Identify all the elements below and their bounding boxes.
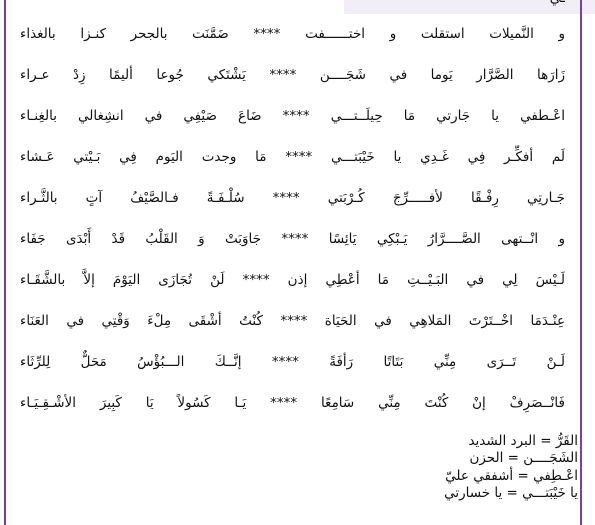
poem-verse: لَـيْسَ لِي في البَـيْــتِ مَا أعْطِي إذن **** لَنْ تُجَازَى اليَوْمَ إلاَّ بالشَّقَـاء	[20, 272, 565, 288]
partial-verse	[20, 0, 565, 10]
glossary-item: الشَجَــــن = الحزن	[469, 450, 578, 467]
poem-verse: فَانْــصَرِفْ إنْ كُنْتَ مِنِّي سَامِعًا **** يَـا كَسُولاً يَا كَبِيرَ الأشْـقِـيَـاء	[20, 395, 565, 411]
poem-verse: لَـنْ تَــرَى مِنِّي بَتَاتًا رَأفَةً **** إنَّــكَ الـــبُؤْسُ مَحَلٌّ لِلرِّثَاء	[20, 354, 565, 370]
poem-verse: زَارَها الصَّرَّار يَوما في شَجَــــن **** يَشْتَكي جُوعا أليمًا زِدْ عـراء	[20, 67, 565, 83]
glossary-item: يا خَيْبَتـــي = يا خسارتي	[444, 484, 578, 501]
glossary	[378, 433, 578, 502]
glossary-item: اعْـطِفي = أشفقي عليّ	[445, 467, 578, 484]
poem-verse: عِنْـدَمَا اخْــتَرْتَ المَلاهِي في الحَيَاة **** كُنْتُ أشْقَى مِلْءَ وَقْتِي في العَنَاء	[20, 313, 565, 329]
poem	[20, 0, 565, 430]
poem-verse: و النَّميلات استقلت و اختــــــفت **** ضَمَّنَت بالجحر كنـزا بالغذاء	[20, 26, 565, 42]
poem-verse: و انْــتهى الصَّــــرَّارُ يَـبْكِي يَائِسًا **** جَاوَبَتْ وَ القَلْبُ قَدْ أَبْدَى جَفَاء	[20, 231, 565, 247]
poem-verse: جَـارتِي رِفْـقًا لأفـــــرِّجَ كُـرْبَتي **** سُلْـفَـةً فـالصَّيْفُ آتٍ بالثَّـراء	[20, 190, 565, 206]
glossary-item: القَرُّ = البرد الشديد	[468, 433, 578, 449]
poem-verse: لَم أفكِّـر فِي غَـدِي يا خَيْبَتـــي **** مَا وجدت اليَوم فِي بَـيْتي عَـشاء	[20, 149, 565, 165]
poem-verse: اعْـطفي يا جَارتي مَا حِيلَــتـــي **** ضَاعَ صَيْفِي في انشِغالي بالغِنـاء	[20, 108, 565, 124]
